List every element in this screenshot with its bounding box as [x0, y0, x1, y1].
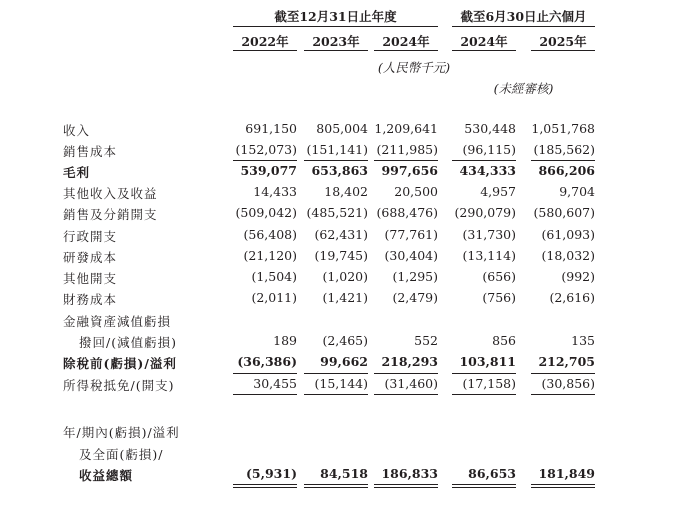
row-value: (77,761) [384, 227, 438, 242]
row-label: 金融資產減值虧損 [63, 314, 172, 329]
row-value: 9,704 [559, 184, 595, 199]
row-value: 14,433 [253, 184, 297, 199]
row-value: (2,465) [322, 333, 368, 348]
row-value: (13,114) [462, 248, 516, 263]
row-value: (36,386) [237, 354, 297, 369]
header-group-fiscal-year-rule [233, 26, 438, 27]
row-value: 805,004 [316, 121, 368, 136]
row-label: 所得稅抵免/(開支) [63, 378, 175, 393]
row-value: 103,811 [459, 354, 516, 369]
row-value: (656) [482, 269, 516, 284]
row-label: 研發成本 [63, 250, 118, 265]
subtotal-rule-pretax [531, 373, 595, 374]
subtotal-rule-tax [233, 394, 297, 395]
total-rule-bottom [452, 487, 516, 488]
row-value: 530,448 [464, 121, 516, 136]
row-value: 20,500 [394, 184, 438, 199]
row-value: 653,863 [311, 163, 368, 178]
row-value: 186,833 [381, 466, 438, 481]
row-value: 135 [571, 333, 595, 348]
row-label: 收益總額 [79, 468, 134, 483]
row-label: 及全面(虧損)/ [79, 447, 164, 462]
row-value: (30,856) [541, 376, 595, 391]
year-header-2025-h1: 2025年 [539, 34, 587, 49]
row-value: (2,011) [251, 290, 297, 305]
row-value: 691,150 [245, 121, 297, 136]
row-value: (756) [482, 290, 516, 305]
subtotal-rule-tax [374, 394, 438, 395]
row-value: 30,455 [253, 376, 297, 391]
row-value: 86,653 [468, 466, 516, 481]
row-value: 99,662 [320, 354, 368, 369]
row-value: 1,051,768 [531, 121, 595, 136]
row-value: (152,073) [235, 142, 297, 157]
row-label: 銷售成本 [63, 144, 118, 159]
row-value: (151,141) [306, 142, 368, 157]
subtotal-rule-gross-profit [374, 160, 438, 161]
total-rule-top [233, 484, 297, 485]
row-value: (61,093) [541, 227, 595, 242]
row-value: 1,209,641 [374, 121, 438, 136]
subtotal-rule-pretax [304, 373, 368, 374]
row-label: 年/期內(虧損)/溢利 [63, 425, 180, 440]
row-value: (21,120) [243, 248, 297, 263]
year-rule [531, 50, 595, 51]
row-label: 毛利 [63, 165, 91, 180]
subtotal-rule-gross-profit [531, 160, 595, 161]
row-value: 997,656 [381, 163, 438, 178]
year-header-2024-h1: 2024年 [460, 34, 508, 49]
row-value: (1,504) [251, 269, 297, 284]
row-value: (509,042) [235, 205, 297, 220]
row-value: 181,849 [538, 466, 595, 481]
total-rule-top [531, 484, 595, 485]
row-value: (211,985) [376, 142, 438, 157]
row-value: (1,295) [392, 269, 438, 284]
year-rule [304, 50, 368, 51]
row-value: 189 [273, 333, 297, 348]
row-value: 212,705 [538, 354, 595, 369]
year-rule [452, 50, 516, 51]
row-value: (19,745) [314, 248, 368, 263]
row-value: (185,562) [533, 142, 595, 157]
row-value: (290,079) [454, 205, 516, 220]
row-value: (992) [561, 269, 595, 284]
row-value: (580,607) [533, 205, 595, 220]
subtotal-rule-gross-profit [233, 160, 297, 161]
row-value: 218,293 [381, 354, 438, 369]
total-rule-bottom [374, 487, 438, 488]
total-rule-top [452, 484, 516, 485]
row-label: 銷售及分銷開支 [63, 207, 158, 222]
row-value: 866,206 [538, 163, 595, 178]
subtotal-rule-tax [304, 394, 368, 395]
subtotal-rule-gross-profit [452, 160, 516, 161]
row-label: 收入 [63, 123, 91, 138]
row-label: 除稅前(虧損)/溢利 [63, 356, 177, 371]
subtotal-rule-pretax [233, 373, 297, 374]
row-value: (96,115) [462, 142, 516, 157]
row-value: 84,518 [320, 466, 368, 481]
year-rule [374, 50, 438, 51]
year-rule [233, 50, 297, 51]
row-value: (688,476) [376, 205, 438, 220]
subtotal-rule-pretax [452, 373, 516, 374]
row-value: (2,479) [392, 290, 438, 305]
row-label: 行政開支 [63, 229, 118, 244]
row-value: (1,020) [322, 269, 368, 284]
year-header-2022: 2022年 [241, 34, 289, 49]
row-value: (5,931) [246, 466, 297, 481]
row-value: (30,404) [384, 248, 438, 263]
total-rule-top [374, 484, 438, 485]
row-value: (31,460) [384, 376, 438, 391]
row-value: 856 [492, 333, 516, 348]
total-rule-bottom [531, 487, 595, 488]
row-value: (15,144) [314, 376, 368, 391]
unit-note: (人民幣千元) [377, 60, 451, 75]
header-group-six-months: 截至6月30日止六個月 [460, 9, 587, 24]
header-group-fiscal-year: 截至12月31日止年度 [274, 9, 397, 24]
row-value: 552 [414, 333, 438, 348]
row-value: 18,402 [324, 184, 368, 199]
subtotal-rule-pretax [374, 373, 438, 374]
row-value: 4,957 [480, 184, 516, 199]
row-value: (1,421) [322, 290, 368, 305]
row-value: 539,077 [240, 163, 297, 178]
row-value: 434,333 [459, 163, 516, 178]
row-label: 財務成本 [63, 292, 118, 307]
row-label: 其他收入及收益 [63, 186, 158, 201]
row-value: (18,032) [541, 248, 595, 263]
year-header-2024: 2024年 [382, 34, 430, 49]
total-rule-bottom [233, 487, 297, 488]
row-value: (2,616) [549, 290, 595, 305]
subtotal-rule-tax [531, 394, 595, 395]
row-value: (31,730) [462, 227, 516, 242]
row-value: (62,431) [314, 227, 368, 242]
row-label: 其他開支 [63, 271, 118, 286]
year-header-2023: 2023年 [312, 34, 360, 49]
total-rule-top [304, 484, 368, 485]
total-rule-bottom [304, 487, 368, 488]
subtotal-rule-tax [452, 394, 516, 395]
header-group-six-months-rule [452, 26, 595, 27]
row-value: (485,521) [306, 205, 368, 220]
row-value: (17,158) [462, 376, 516, 391]
subtotal-rule-gross-profit [304, 160, 368, 161]
row-label: 撥回/(減值虧損) [79, 335, 177, 350]
row-value: (56,408) [243, 227, 297, 242]
unaudited-note: (未經審核) [493, 81, 554, 96]
